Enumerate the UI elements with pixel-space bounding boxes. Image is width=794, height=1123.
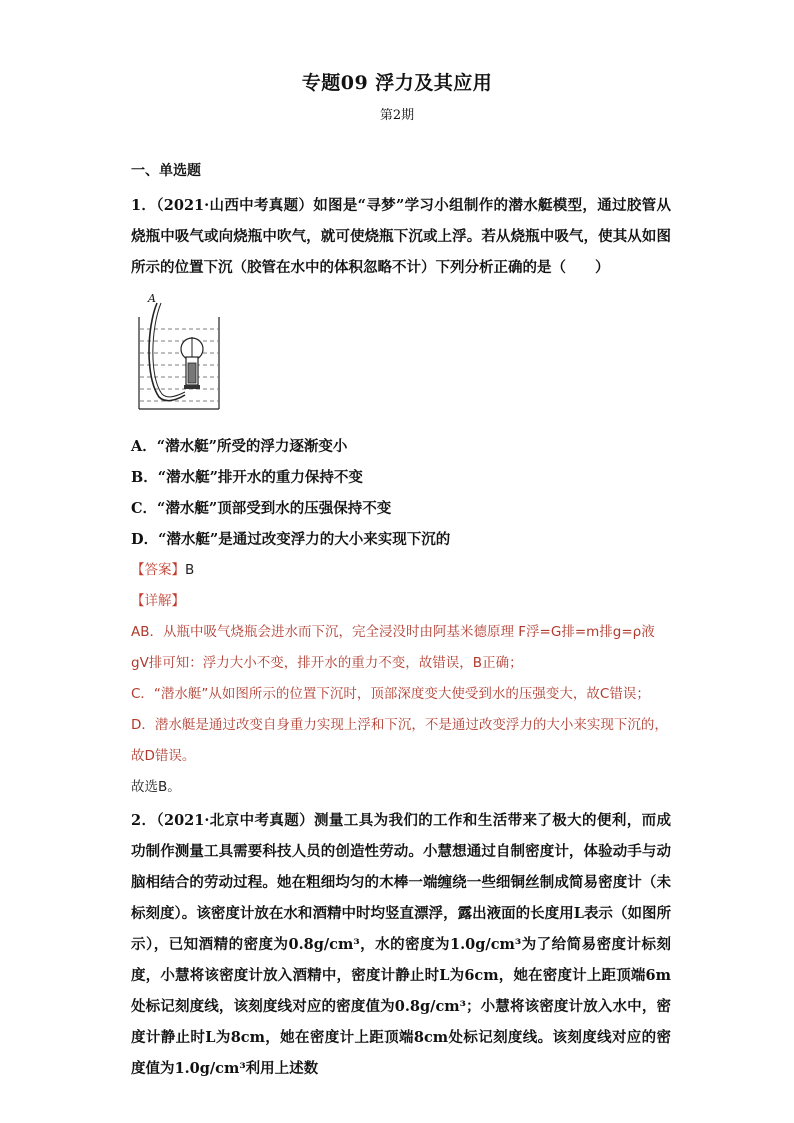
explanation-label: 【详解】 (131, 593, 185, 609)
answer-line (131, 555, 671, 586)
conclusion: 故选B。 (131, 779, 181, 795)
explanation-d: D．潜水艇是通过改变自身重力实现上浮和下沉，不是通过改变浮力的大小来实现下沉的，故D错误。 (131, 717, 668, 764)
document-body (131, 160, 671, 1084)
page-title: 专题09 浮力及其应用 (301, 72, 493, 94)
answer-label: 【答案】 (131, 562, 185, 578)
submarine-diagram-svg (135, 297, 245, 413)
figure-label-a: A (148, 292, 156, 305)
question-2-stem: 2．（2021·北京中考真题）测量工具为我们的工作和生活带来了极大的便利，而成功制作测量工具需要科技人员的创造性劳动。小慧想通过自制密度计，体验动手与动脑相结合的劳动过程。她在粗细均匀的木棒一端缠绕一些细铜丝制成简易密度计（未标刻度）。该密度计放在水和酒精中时均竖直漂浮，露出液面的长度用L表示（如图所示），已知酒精的密度为0.8g/cm³，水的密度为1.0g/cm³为了给简易密度计标刻度，小慧将该密度计放入酒精中，密度计静止时L为6cm，她在密度计上距顶端6m处标记刻度线，该刻度线对应的密度值为0.8g/cm³；小慧将该密度计放入水中，密度计静止时L为8cm，她在密度计上距顶端8cm处标记刻度线。该刻度线对应的密度值为1.0g/cm³利用上述数 (131, 812, 671, 1077)
issue-label: 第2期 (379, 108, 415, 123)
option-b: B．“潜水艇”排开水的重力保持不变 (131, 469, 363, 486)
option-d: D．“潜水艇”是通过改变浮力的大小来实现下沉的 (131, 531, 451, 548)
explanation-ab: AB．从瓶中吸气烧瓶会进水而下沉，完全浸没时由阿基米德原理 F浮=G排=m排g=ρ液gV排可知：浮力大小不变，排开水的重力不变，故错误，B正确； (131, 624, 655, 671)
option-c: C．“潜水艇”顶部受到水的压强保持不变 (131, 500, 392, 517)
explanation-c: C．“潜水艇”从如图所示的位置下沉时，顶部深度变大使受到水的压强变大，故C错误； (131, 686, 650, 702)
option-a: A．“潜水艇”所受的浮力逐渐变小 (131, 438, 348, 455)
answer-value: B (185, 562, 195, 578)
submarine-model-figure (135, 297, 245, 413)
question-1-stem: 1．（2021·山西中考真题）如图是“寻梦”学习小组制作的潜水艇模型，通过胶管从烧瓶中吸气或向烧瓶中吹气，就可使烧瓶下沉或上浮。若从烧瓶中吸气，使其从如图所示的位置下沉（胶管在水中的体积忽略不计）下列分析正确的是（ ） (131, 197, 671, 276)
section-heading: 一、单选题 (131, 163, 201, 179)
